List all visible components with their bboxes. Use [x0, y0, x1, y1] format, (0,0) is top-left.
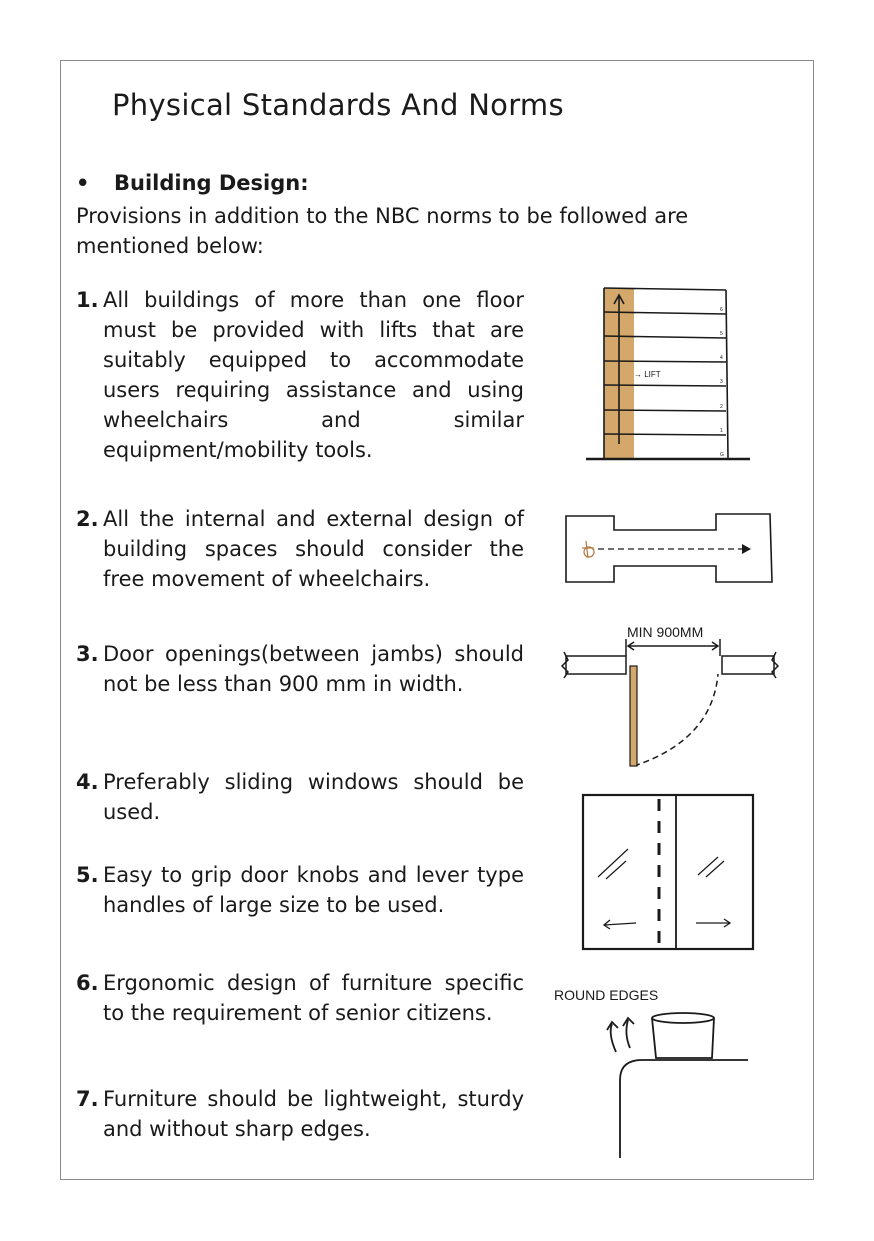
sliding-window-illustration — [580, 793, 756, 953]
item-number: 6. — [76, 971, 99, 995]
list-item-6 — [76, 968, 524, 1028]
list-item-7 — [76, 1084, 524, 1144]
bullet-marker: • — [76, 171, 90, 195]
floor-label: 5 — [720, 331, 723, 337]
floor-label: G — [720, 452, 724, 458]
pot-rim — [652, 1013, 714, 1023]
item-number: 5. — [76, 863, 99, 887]
item-number: 2. — [76, 507, 99, 531]
item-number: 3. — [76, 642, 99, 666]
section-heading — [76, 171, 309, 195]
door-width-label: MIN 900MM — [627, 624, 704, 640]
list-item-1 — [76, 285, 524, 465]
item-text: Door openings(between jambs) should not be less than 900 mm in width. — [103, 642, 524, 696]
floor-label: 1 — [720, 428, 723, 434]
page-title: Physical Standards And Norms — [112, 88, 564, 122]
item-number: 4. — [76, 770, 99, 794]
floor-label: 2 — [720, 404, 723, 410]
section-heading-text: Building Design: — [114, 171, 309, 195]
item-text: Preferably sliding windows should be used. — [103, 770, 524, 824]
floor-label: 4 — [720, 355, 723, 361]
table-edge — [620, 1060, 748, 1158]
edge-arrow — [626, 1020, 630, 1048]
floor-label: 3 — [720, 379, 723, 385]
item-text: Furniture should be lightweight, sturdy and without sharp edges. — [103, 1087, 524, 1141]
edge-arrow — [611, 1024, 616, 1052]
right-wall — [722, 656, 774, 674]
round-edges-illustration — [552, 984, 754, 1160]
door-swing-arc — [634, 674, 718, 766]
lift-label: → LIFT — [634, 370, 661, 379]
list-item-5 — [76, 860, 524, 920]
window-frame — [583, 795, 753, 949]
item-number: 1. — [76, 288, 99, 312]
floor-label: 6 — [720, 307, 723, 313]
wheelchair-corridor-illustration — [562, 510, 782, 586]
round-edges-label: ROUND EDGES — [554, 987, 659, 1003]
glass-reflection — [598, 849, 724, 879]
slide-left-arrow — [604, 923, 636, 925]
section-intro: Provisions in addition to the NBC norms to be followed are mentioned below: — [76, 204, 689, 258]
door-leaf — [630, 666, 637, 766]
left-wall — [566, 656, 626, 674]
lift-illustration — [580, 284, 755, 464]
list-item-3 — [76, 639, 524, 699]
item-text: All buildings of more than one floor must be provided with lifts that are suitably equipped to accommodate users requiring assistance and using wheelchairs and similar equipment/mobility tools. — [103, 288, 524, 462]
item-text: Ergonomic design of furniture specific to the requirement of senior citizens. — [103, 971, 524, 1025]
item-number: 7. — [76, 1087, 99, 1111]
door-opening-illustration — [560, 620, 782, 770]
pot-body — [652, 1018, 714, 1058]
list-item-2 — [76, 504, 524, 594]
wheelchair-icon — [582, 541, 594, 558]
list-item-4 — [76, 767, 524, 827]
item-text: All the internal and external design of building spaces should consider the free movement of wheelchairs. — [103, 507, 524, 591]
corridor-outline — [566, 514, 772, 582]
item-text: Easy to grip door knobs and lever type handles of large size to be used. — [103, 863, 524, 917]
